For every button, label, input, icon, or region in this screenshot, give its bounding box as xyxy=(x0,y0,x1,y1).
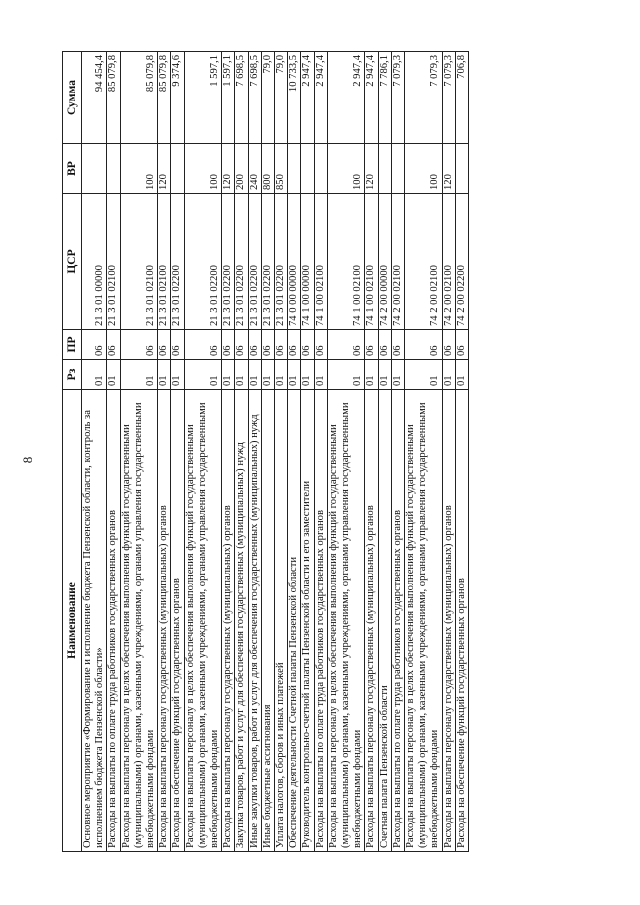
row-rz-cell: 01 xyxy=(248,360,261,390)
row-csr-cell: 21 3 01 02200 xyxy=(275,194,288,330)
row-pr-cell: 06 xyxy=(171,330,184,360)
row-rz-cell: 01 xyxy=(378,360,391,390)
row-name-cell: Расходы на выплаты персоналу государственных (муниципальных) органов xyxy=(365,390,378,852)
row-rz-cell: 01 xyxy=(455,360,468,390)
header-rz: Рз xyxy=(63,360,82,390)
table-row xyxy=(107,52,120,852)
row-sum-cell: 1 597,1 xyxy=(184,52,222,144)
row-rz-cell: 01 xyxy=(288,360,301,390)
row-name-cell: Уплата налогов, сборов и иных платежей xyxy=(275,390,288,852)
row-pr-cell: 06 xyxy=(120,330,158,360)
row-csr-cell: 74 0 00 00000 xyxy=(288,194,301,330)
row-sum-cell: 7 079,3 xyxy=(442,52,455,144)
row-rz-cell: 01 xyxy=(222,360,235,390)
row-sum-cell: 85 079,8 xyxy=(120,52,158,144)
row-name-cell: Расходы на обеспечение функций государственных органов xyxy=(171,390,184,852)
row-name-cell: Расходы на выплаты персоналу в целях обеспечения выполнения функций государственными (муниципальными) органами, казенными учреждениями, органами управления государственными внебюджетными фондами xyxy=(120,390,158,852)
row-rz-cell: 01 xyxy=(301,360,314,390)
row-pr-cell: 06 xyxy=(327,330,365,360)
row-rz-cell: 01 xyxy=(405,360,443,390)
row-pr-cell: 06 xyxy=(301,330,314,360)
row-rz-cell: 01 xyxy=(275,360,288,390)
table-row xyxy=(235,52,248,852)
row-vr-cell: 100 xyxy=(405,144,443,194)
table-row xyxy=(120,52,158,852)
row-csr-cell: 21 3 01 02200 xyxy=(235,194,248,330)
table-row xyxy=(405,52,443,852)
row-pr-cell: 06 xyxy=(158,330,171,360)
row-sum-cell: 79,0 xyxy=(275,52,288,144)
row-name-cell: Расходы на выплаты персоналу государственных (муниципальных) органов xyxy=(442,390,455,852)
row-csr-cell: 74 1 00 00000 xyxy=(301,194,314,330)
row-csr-cell: 74 2 00 00000 xyxy=(378,194,391,330)
row-csr-cell: 21 3 01 02100 xyxy=(107,194,120,330)
row-name-cell: Расходы на выплаты по оплате труда работников государственных органов xyxy=(391,390,404,852)
row-name-cell: Расходы на обеспечение функций государственных органов xyxy=(455,390,468,852)
row-csr-cell: 21 3 01 02200 xyxy=(261,194,274,330)
row-rz-cell: 01 xyxy=(235,360,248,390)
row-sum-cell: 79,0 xyxy=(261,52,274,144)
row-vr-cell xyxy=(171,144,184,194)
table-row xyxy=(171,52,184,852)
header-sum: Сумма xyxy=(63,52,82,144)
row-sum-cell: 706,8 xyxy=(455,52,468,144)
table-header-row xyxy=(63,52,82,852)
row-vr-cell xyxy=(455,144,468,194)
table-row xyxy=(327,52,365,852)
header-vr: ВР xyxy=(63,144,82,194)
row-csr-cell: 21 3 01 02200 xyxy=(222,194,235,330)
header-csr: ЦСР xyxy=(63,194,82,330)
row-vr-cell xyxy=(82,144,107,194)
row-csr-cell: 21 3 01 02200 xyxy=(171,194,184,330)
table-row xyxy=(184,52,222,852)
table-row xyxy=(288,52,301,852)
row-pr-cell: 06 xyxy=(314,330,327,360)
row-pr-cell: 06 xyxy=(235,330,248,360)
row-pr-cell: 06 xyxy=(365,330,378,360)
row-vr-cell: 850 xyxy=(275,144,288,194)
row-sum-cell: 2 947,4 xyxy=(365,52,378,144)
row-sum-cell: 7 079,3 xyxy=(405,52,443,144)
row-sum-cell: 7 786,1 xyxy=(378,52,391,144)
row-pr-cell: 06 xyxy=(275,330,288,360)
row-csr-cell: 74 2 00 02100 xyxy=(405,194,443,330)
row-sum-cell: 2 947,4 xyxy=(314,52,327,144)
row-vr-cell xyxy=(314,144,327,194)
row-csr-cell: 21 3 01 00000 xyxy=(82,194,107,330)
row-name-cell: Расходы на выплаты персоналу в целях обеспечения выполнения функций государственными (муниципальными) органами, казенными учреждениями, органами управления государственными внебюджетными фондами xyxy=(184,390,222,852)
row-name-cell: Руководитель контрольно-счетной палаты Пензенской области и его заместители xyxy=(301,390,314,852)
row-csr-cell: 74 2 00 02100 xyxy=(442,194,455,330)
row-vr-cell: 800 xyxy=(261,144,274,194)
row-pr-cell: 06 xyxy=(378,330,391,360)
row-sum-cell: 94 454,4 xyxy=(82,52,107,144)
row-csr-cell: 21 3 01 02200 xyxy=(184,194,222,330)
row-rz-cell: 01 xyxy=(314,360,327,390)
row-pr-cell: 06 xyxy=(405,330,443,360)
row-csr-cell: 21 3 01 02100 xyxy=(158,194,171,330)
row-vr-cell: 100 xyxy=(120,144,158,194)
row-pr-cell: 06 xyxy=(82,330,107,360)
row-name-cell: Иные бюджетные ассигнования xyxy=(261,390,274,852)
header-name: Наименование xyxy=(63,390,82,852)
row-vr-cell: 200 xyxy=(235,144,248,194)
row-vr-cell: 100 xyxy=(327,144,365,194)
row-rz-cell: 01 xyxy=(184,360,222,390)
row-name-cell: Расходы на выплаты персоналу государственных (муниципальных) органов xyxy=(222,390,235,852)
row-pr-cell: 06 xyxy=(184,330,222,360)
row-vr-cell: 100 xyxy=(184,144,222,194)
row-pr-cell: 06 xyxy=(261,330,274,360)
table-row xyxy=(222,52,235,852)
budget-table xyxy=(62,51,469,852)
row-rz-cell: 01 xyxy=(158,360,171,390)
table-row xyxy=(455,52,468,852)
row-sum-cell: 85 079,8 xyxy=(158,52,171,144)
row-name-cell: Закупка товаров, работ и услуг для обеспечения государственных (муниципальных) нужд xyxy=(235,390,248,852)
table-row xyxy=(314,52,327,852)
row-rz-cell: 01 xyxy=(261,360,274,390)
rotated-table-wrapper xyxy=(62,52,602,852)
row-rz-cell: 01 xyxy=(120,360,158,390)
row-sum-cell: 7 698,5 xyxy=(235,52,248,144)
row-sum-cell: 10 733,5 xyxy=(288,52,301,144)
row-sum-cell: 85 079,8 xyxy=(107,52,120,144)
row-name-cell: Расходы на выплаты по оплате труда работников государственных органов xyxy=(107,390,120,852)
table-row xyxy=(391,52,404,852)
row-rz-cell: 01 xyxy=(107,360,120,390)
row-pr-cell: 06 xyxy=(455,330,468,360)
table-row xyxy=(82,52,107,852)
row-vr-cell: 120 xyxy=(158,144,171,194)
table-row xyxy=(365,52,378,852)
table-row xyxy=(248,52,261,852)
row-pr-cell: 06 xyxy=(391,330,404,360)
row-name-cell: Расходы на выплаты персоналу в целях обеспечения выполнения функций государственными (муниципальными) органами, казенными учреждениями, органами управления государственными внебюджетными фондами xyxy=(327,390,365,852)
table-row xyxy=(261,52,274,852)
table-row xyxy=(301,52,314,852)
row-sum-cell: 2 947,4 xyxy=(301,52,314,144)
row-vr-cell: 240 xyxy=(248,144,261,194)
row-vr-cell xyxy=(301,144,314,194)
row-sum-cell: 1 597,1 xyxy=(222,52,235,144)
row-vr-cell xyxy=(378,144,391,194)
row-rz-cell: 01 xyxy=(442,360,455,390)
row-rz-cell: 01 xyxy=(327,360,365,390)
row-pr-cell: 06 xyxy=(442,330,455,360)
row-name-cell: Счетная палата Пензенской области xyxy=(378,390,391,852)
row-rz-cell: 01 xyxy=(171,360,184,390)
row-rz-cell: 01 xyxy=(391,360,404,390)
row-pr-cell: 06 xyxy=(222,330,235,360)
row-sum-cell: 2 947,4 xyxy=(327,52,365,144)
row-sum-cell: 9 374,6 xyxy=(171,52,184,144)
table-body xyxy=(82,52,469,852)
row-name-cell: Расходы на выплаты по оплате труда работников государственных органов xyxy=(314,390,327,852)
row-vr-cell: 120 xyxy=(442,144,455,194)
row-vr-cell: 120 xyxy=(222,144,235,194)
row-pr-cell: 06 xyxy=(288,330,301,360)
row-sum-cell: 7 698,5 xyxy=(248,52,261,144)
row-csr-cell: 74 2 00 02100 xyxy=(391,194,404,330)
row-vr-cell: 120 xyxy=(365,144,378,194)
row-vr-cell xyxy=(391,144,404,194)
row-name-cell: Расходы на выплаты персоналу в целях обеспечения выполнения функций государственными (муниципальными) органами, казенными учреждениями, органами управления государственными внебюджетными фондами xyxy=(405,390,443,852)
row-csr-cell: 21 3 01 02100 xyxy=(120,194,158,330)
row-name-cell: Расходы на выплаты персоналу государственных (муниципальных) органов xyxy=(158,390,171,852)
row-name-cell: Основное мероприятие «Формирование и исполнение бюджета Пензенской области, контроль за исполнением бюджета Пензенской области» xyxy=(82,390,107,852)
row-name-cell: Иные закупки товаров, работ и услуг для обеспечения государственных (муниципальных) нужд xyxy=(248,390,261,852)
row-vr-cell xyxy=(288,144,301,194)
row-rz-cell: 01 xyxy=(365,360,378,390)
row-sum-cell: 7 079,3 xyxy=(391,52,404,144)
row-csr-cell: 74 1 00 02100 xyxy=(314,194,327,330)
page-number: 8 xyxy=(20,456,35,464)
row-csr-cell: 74 2 00 02200 xyxy=(455,194,468,330)
table-row xyxy=(275,52,288,852)
row-csr-cell: 21 3 01 02200 xyxy=(248,194,261,330)
row-pr-cell: 06 xyxy=(248,330,261,360)
row-rz-cell: 01 xyxy=(82,360,107,390)
table-row xyxy=(158,52,171,852)
row-csr-cell: 74 1 00 02100 xyxy=(327,194,365,330)
table-row xyxy=(442,52,455,852)
table-row xyxy=(378,52,391,852)
row-pr-cell: 06 xyxy=(107,330,120,360)
row-csr-cell: 74 1 00 02100 xyxy=(365,194,378,330)
row-name-cell: Обеспечение деятельности Счетной палаты Пензенской области xyxy=(288,390,301,852)
row-vr-cell xyxy=(107,144,120,194)
header-pr: ПР xyxy=(63,330,82,360)
